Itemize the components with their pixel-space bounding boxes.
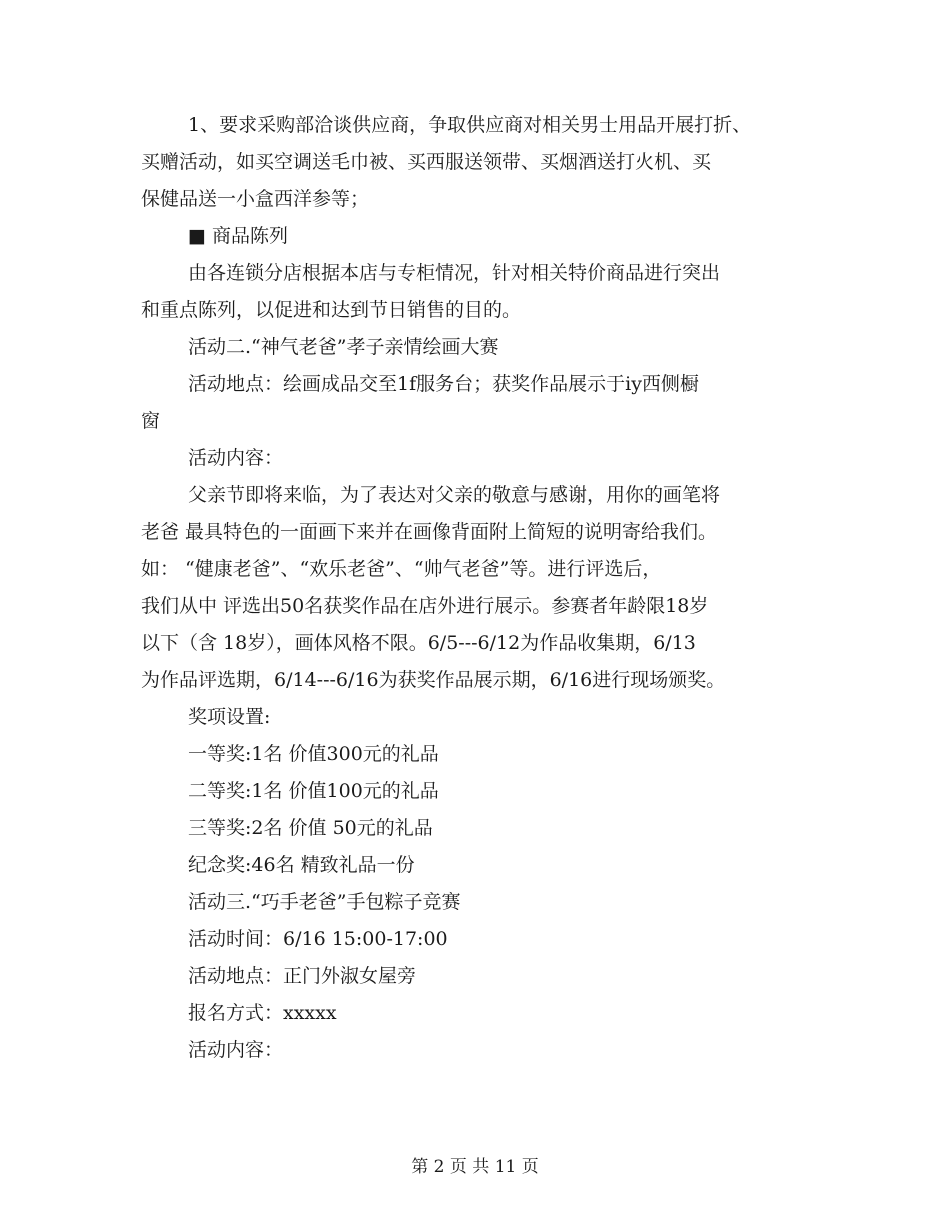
- text-line: 老爸 最具特色的一面画下来并在画像背面附上简短的说明寄给我们。: [141, 521, 718, 543]
- text-line: 如： “健康老爸”、“欢乐老爸”、“帅气老爸”等。进行评选后，: [141, 558, 662, 580]
- text-line: 活动内容：: [188, 1039, 284, 1061]
- text-line: 活动地点：绘画成品交至1f服务台；获奖作品展示于iy西侧橱: [188, 373, 699, 395]
- document-body: [141, 112, 821, 1074]
- text-line: 窗: [141, 410, 161, 432]
- text-line: 父亲节即将来临，为了表达对父亲的敬意与感谢，用你的画笔将: [188, 484, 721, 506]
- text-line: 我们从中 评选出50名获奖作品在店外进行展示。参赛者年龄限18岁: [141, 595, 709, 617]
- text-line: 活动三.“巧手老爸”手包粽子竞赛: [188, 891, 461, 913]
- text-line: 活动地点：正门外淑女屋旁: [188, 965, 417, 987]
- text-line: 1、要求采购部洽谈供应商，争取供应商对相关男士用品开展打折、: [188, 114, 752, 136]
- text-line: 一等奖:1名 价值300元的礼品: [188, 743, 439, 765]
- text-line: 由各连锁分店根据本店与专柜情况，针对相关特价商品进行突出: [188, 262, 721, 284]
- text-line: 报名方式：xxxxx: [188, 1002, 337, 1024]
- text-line: ■ 商品陈列: [188, 225, 288, 247]
- text-line: 活动时间：6/16 15:00-17:00: [188, 928, 448, 950]
- text-line: 为作品评选期，6/14---6/16为获奖作品展示期，6/16进行现场颁奖。: [141, 669, 726, 691]
- text-line: 买赠活动，如买空调送毛巾被、买西服送领带、买烟酒送打火机、买: [141, 151, 712, 173]
- text-line: 奖项设置:: [188, 706, 271, 728]
- text-line: 保健品送一小盒西洋参等；: [141, 188, 370, 210]
- text-line: 纪念奖:46名 精致礼品一份: [188, 854, 415, 876]
- text-line: 以下（含 18岁），画体风格不限。6/5---6/12为作品收集期，6/13: [141, 632, 696, 654]
- text-line: 活动内容：: [188, 447, 284, 469]
- text-line: 二等奖:1名 价值100元的礼品: [188, 780, 439, 802]
- text-line: 活动二.“神气老爸”孝子亲情绘画大赛: [188, 336, 499, 358]
- page-footer: 第 2 页 共 11 页: [411, 1157, 539, 1177]
- text-line: 和重点陈列，以促进和达到节日销售的目的。: [141, 299, 522, 321]
- text-line: 三等奖:2名 价值 50元的礼品: [188, 817, 433, 839]
